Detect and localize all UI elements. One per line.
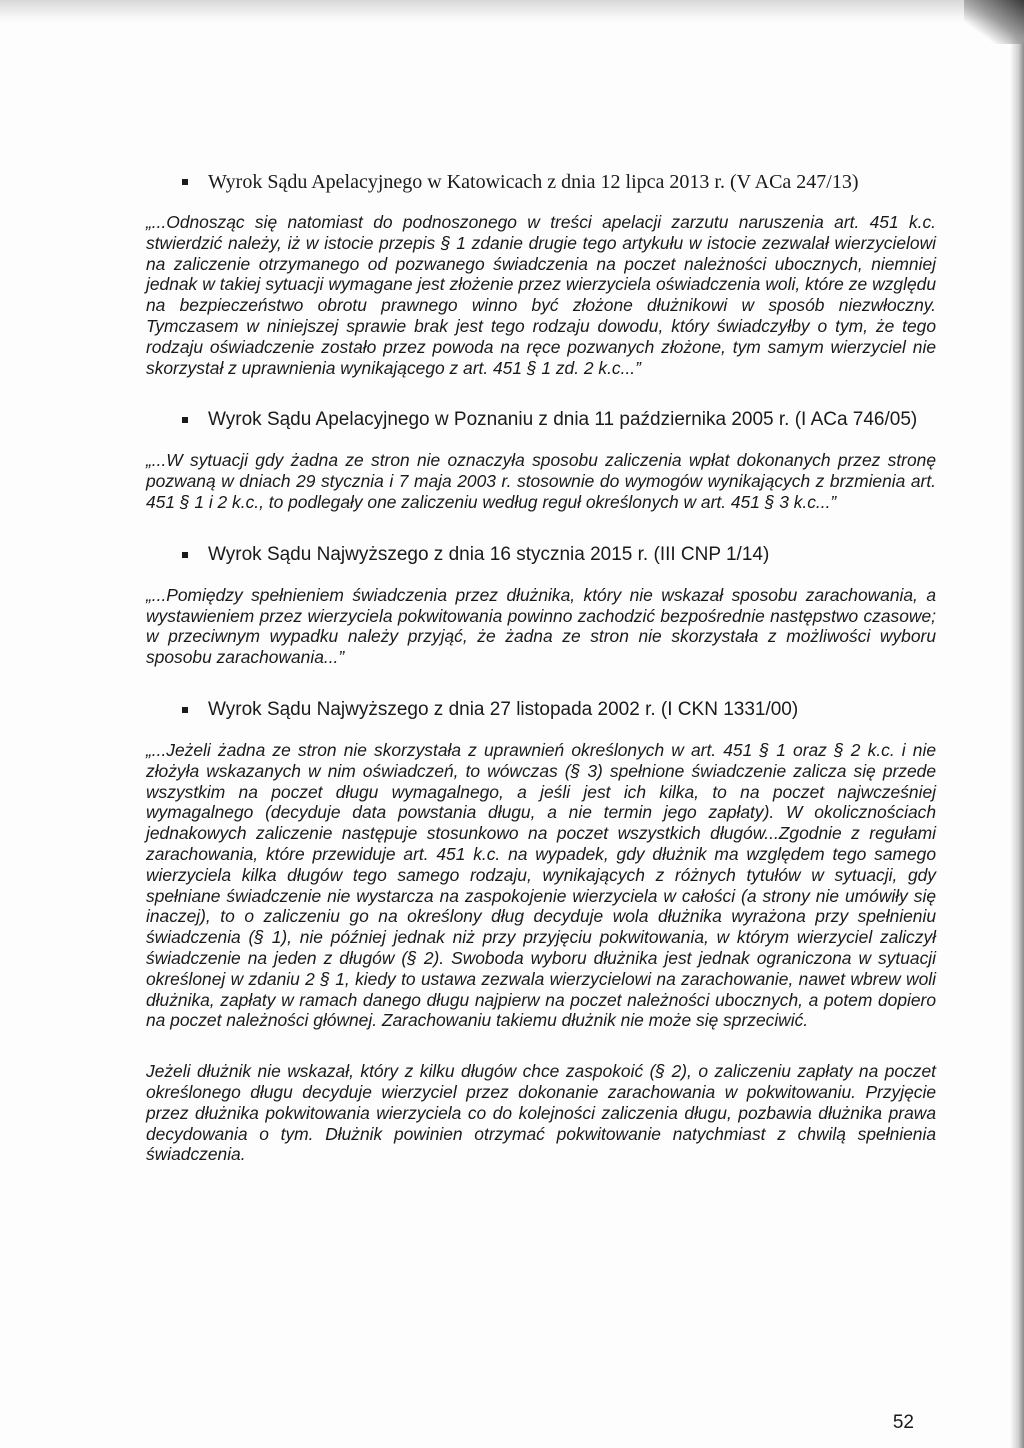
ruling-quote-3: „...Pomiędzy spełnieniem świadczenia przez dłużnika, który nie wskazał sposobu zarachowania, a wystawieniem przez wierzyciela pokwitowania powinno zachodzić bezpośrednie następstwo czasowe; w przeciwnym wypadku należy przyjąć, że żadna ze stron nie skorzystała z możliwości wyboru sposobu zarachowania...” [146, 584, 936, 668]
scan-edge-right [1010, 30, 1024, 1448]
bullet-icon [182, 417, 188, 423]
bullet-icon [182, 552, 188, 558]
ruling-quote-2: „...W sytuacji gdy żadna ze stron nie oznaczyła sposobu zaliczenia wpłat dokonanych przez stronę pozwaną w dniach 29 stycznia i 7 maja 2003 r. stosownie do wymogów wynikających z brzmienia art. 451 § 1 i 2 k.c., to podlegały one zaliczeniu według reguł określonych w art. 451 § 3 k.c...” [146, 450, 936, 512]
ruling-quote-1: „...Odnosząc się natomiast do podnoszonego w treści apelacji zarzutu naruszenia art. 451 k.c. stwierdzić należy, iż w istocie przepis § 1 zdanie drugie tego artykułu w istocie zezwalał wierzycielowi na zaliczenie otrzymanego od pozwanego świadczenia na poczet należności ubocznych, niemniej jednak w takiej sytuacji wymagane jest złożenie przez wierzyciela oświadczenia woli, które ze względu na bezpieczeństwo obrotu prawnego winno być złożone dłużnikowi w sposób niezwłoczny. Tymczasem w niniejszej sprawie brak jest tego rodzaju dowodu, który świadczyłby o tym, że tego rodzaju oświadczenie zostało przez powoda na ręce pozwanych złożone, tym samym wierzyciel nie skorzystał z uprawnienia wynikającego z art. 451 § 1 zd. 2 k.c...” [146, 212, 936, 378]
scan-corner-mark [964, 0, 1024, 44]
ruling-heading-text: Wyrok Sądu Apelacyjnego w Katowicach z dnia 12 lipca 2013 r. (V ACa 247/13) [208, 171, 859, 193]
page-number: 52 [892, 1412, 914, 1433]
bullet-icon [182, 707, 188, 713]
ruling-heading-text: Wyrok Sądu Najwyższego z dnia 27 listopada 2002 r. (I CKN 1331/00) [208, 698, 799, 720]
ruling-quote-4: „...Jeżeli żadna ze stron nie skorzystała z uprawnień określonych w art. 451 § 1 oraz § 2 k.c. i nie złożyła wskazanych w nim oświadczeń, to wówczas (§ 3) spełnione świadczenie zalicza się przede wszystkim na poczet długu wymagalnego, a jeśli jest ich kilka, to na poczet najwcześniej wymagalnego (decyduje data powstania długu, a nie termin jego zapłaty). W okolicznościach jednakowych zaliczenie następuje stosunkowo na poczet wszystkich długów...Zgodnie z regułami zarachowania, które przewiduje art. 451 k.c. na wypadek, gdy dłużnik ma względem tego samego wierzyciela kilka długów tego samego rodzaju, wynikających z różnych tytułów w sytuacji, gdy spełniane świadczenie nie wystarcza na zaspokojenie wierzyciela w całości (a strony nie umówiły się inaczej), to o zaliczeniu go na określony dług decyduje wola dłużnika wyrażona przy spełnieniu świadczenia (§ 1), nie później jednak niż przy przyjęciu pokwitowania, w którym wierzyciel zaliczył świadczenie na jeden z długów (§ 2). Swoboda wyboru dłużnika jest jednak ograniczona w sytuacji określonej w zdaniu 2 § 1, kiedy to ustawa zezwala wierzycielowi na zarachowanie, nawet wbrew woli dłużnika, zapłaty w ramach danego długu najpierw na poczet należności ubocznych, a potem dopiero na poczet należności głównej. Zarachowaniu takiemu dłużnik nie może się sprzeciwić. [146, 739, 936, 1031]
scan-edge-top [0, 0, 1024, 22]
ruling-heading-4 [182, 698, 936, 722]
ruling-heading-text: Wyrok Sądu Apelacyjnego w Poznaniu z dnia 11 października 2005 r. (I ACa 746/05) [208, 409, 918, 431]
ruling-heading-1 [182, 170, 936, 194]
bullet-icon [182, 179, 188, 185]
document-body [146, 170, 936, 1195]
ruling-quote-4-continued: Jeżeli dłużnik nie wskazał, który z kilku długów chce zaspokoić (§ 2), o zaliczeniu zapłaty na poczet określonego długu decyduje wierzyciel przez dokonanie zarachowania w pokwitowaniu. Przyjęcie przez dłużnika pokwitowania wierzyciela co do kolejności zaliczenia długu, pozbawia dłużnika prawa decydowania o tym. Dłużnik powinien otrzymać pokwitowanie natychmiast z chwilą spełnienia świadczenia. [146, 1061, 936, 1165]
ruling-heading-text: Wyrok Sądu Najwyższego z dnia 16 stycznia 2015 r. (III CNP 1/14) [208, 543, 770, 565]
ruling-heading-3 [182, 543, 936, 567]
ruling-heading-2 [182, 408, 936, 432]
